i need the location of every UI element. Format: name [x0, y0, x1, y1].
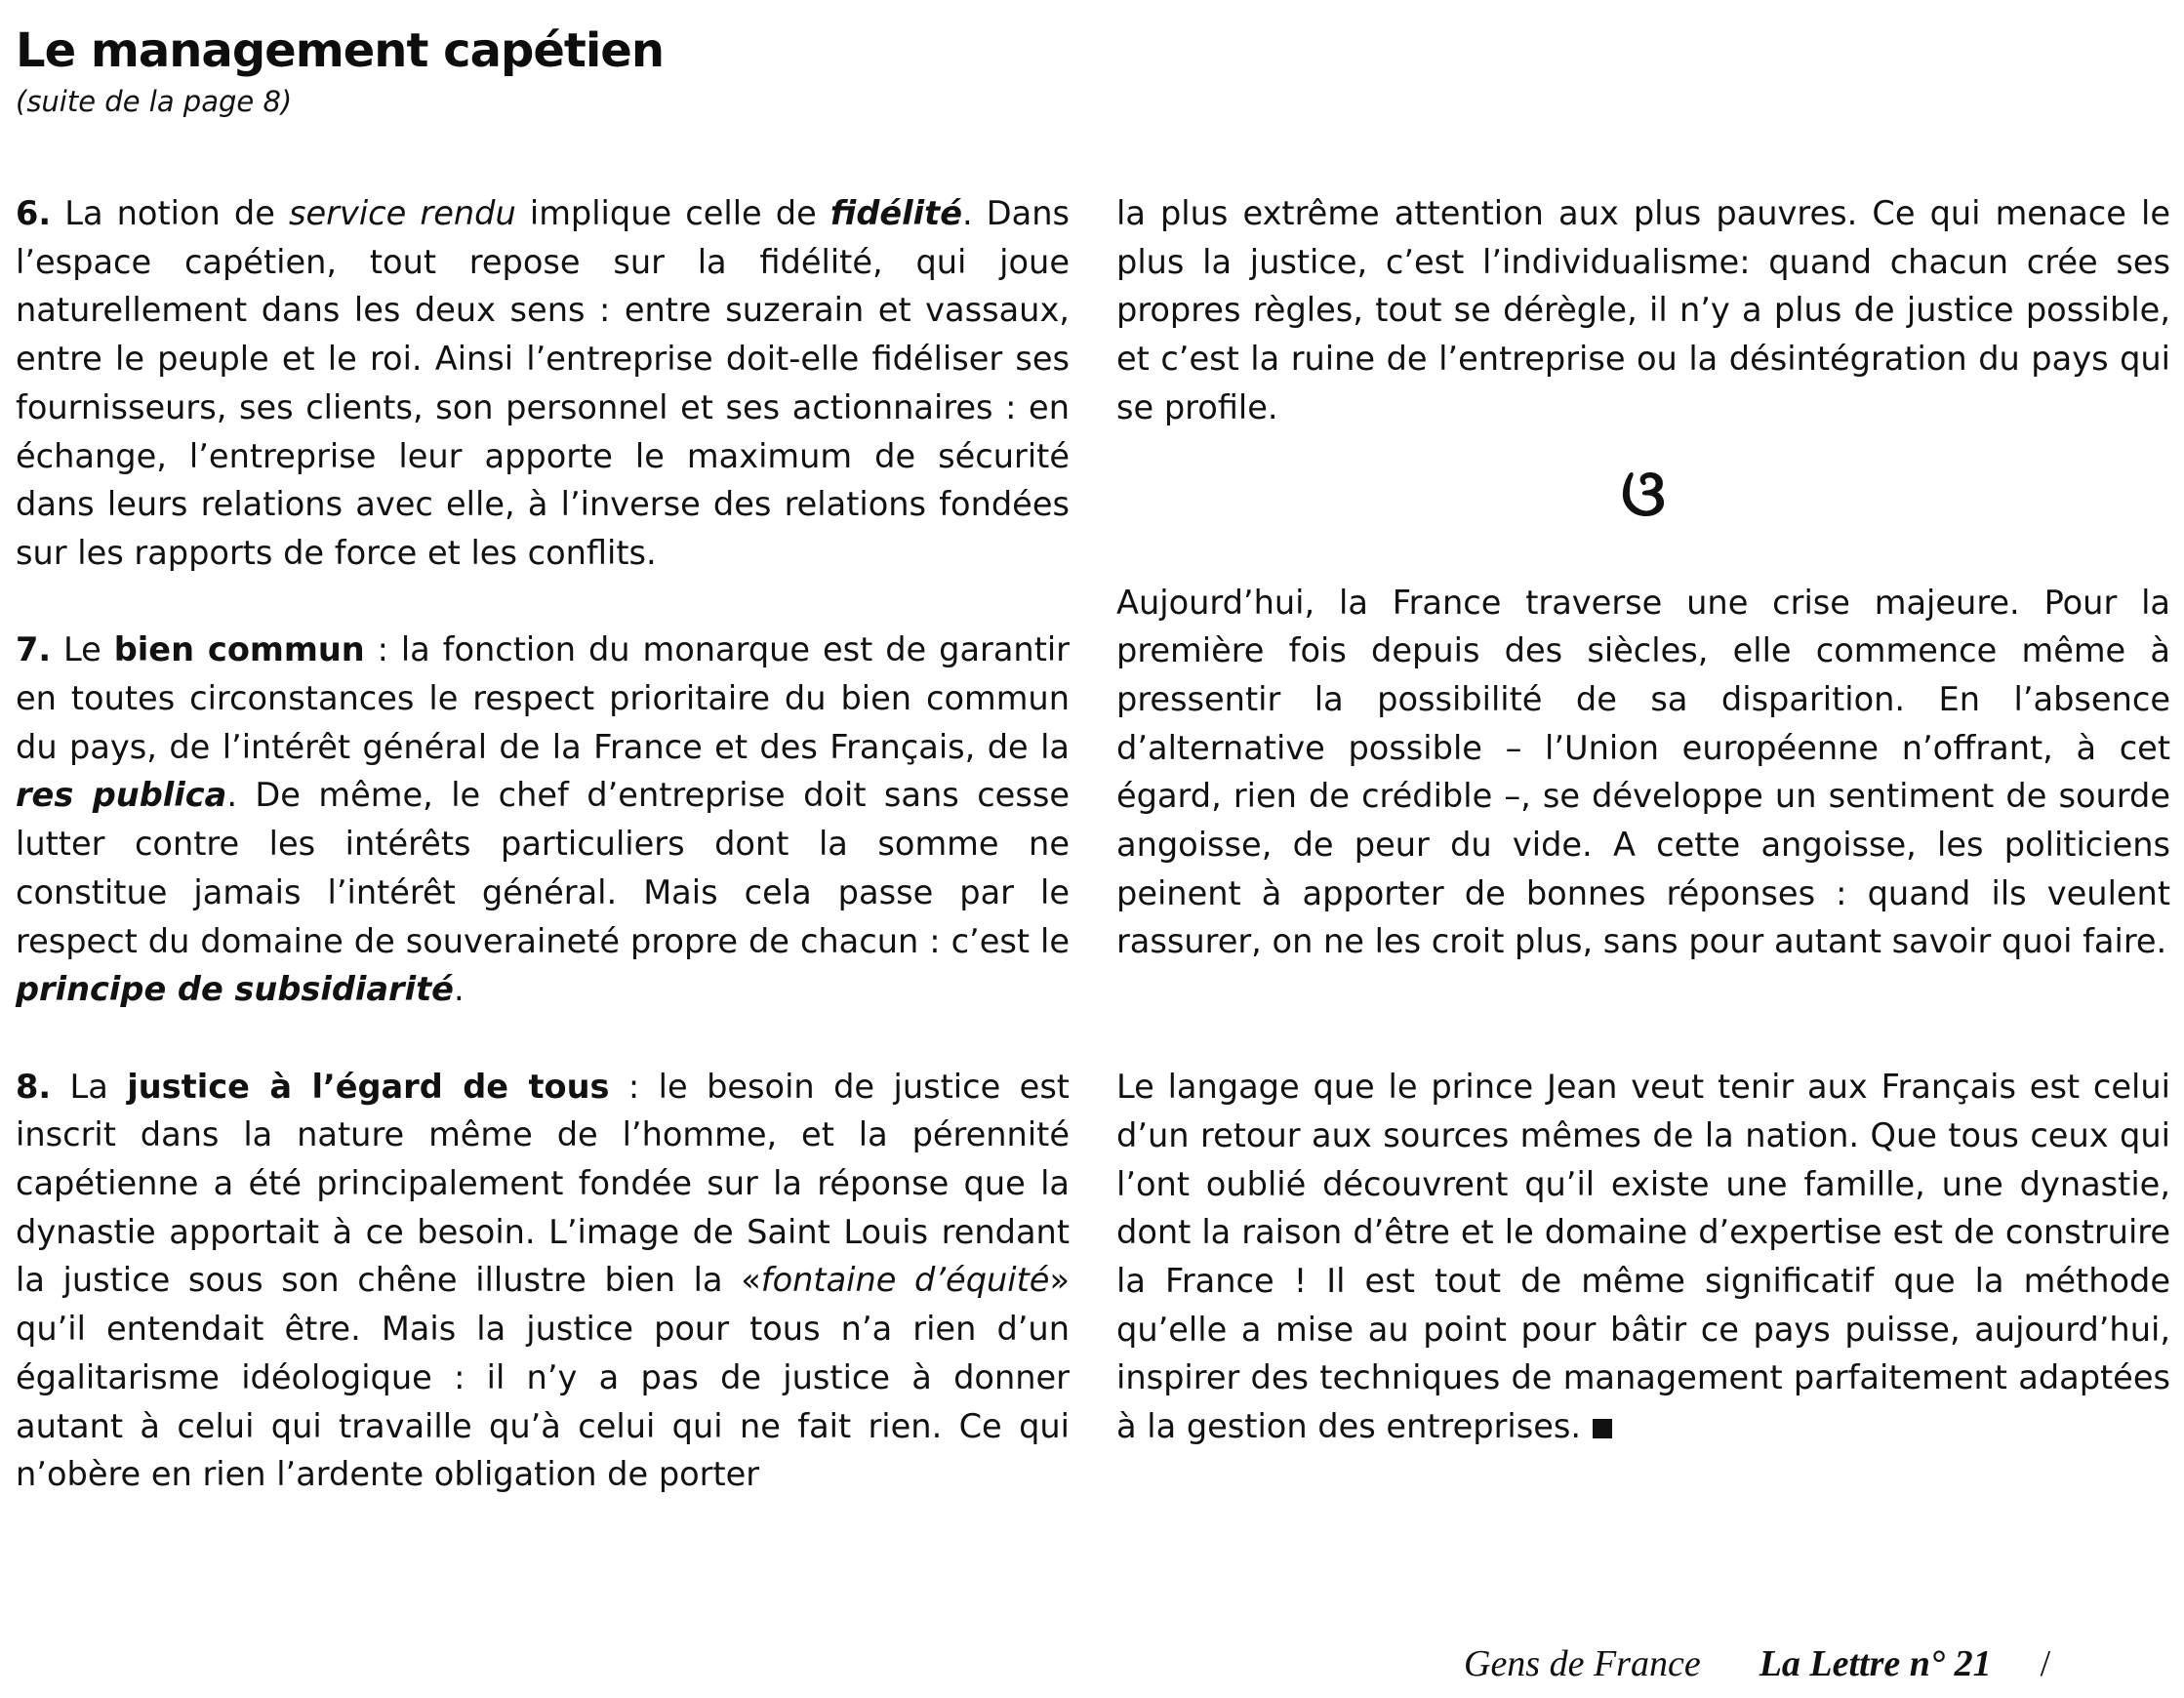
key-term: principe de subsidiarité: [16, 970, 454, 1009]
text-run: La notion de: [51, 194, 289, 232]
paragraph-number: 7.: [16, 630, 52, 669]
paragraph-continued: la plus extrême attention aux plus pauvres. Ce qui menace le plus la justice, c’est l’individualisme: quand chacun crée ses propres règles, tout se dérègle, il n’y a plus de justice possible, et c’est la ruine de l’entreprise ou la désintégration du pays qui se profile.: [1116, 194, 2170, 426]
paragraph-number: 8.: [16, 1067, 52, 1106]
text-run: .: [453, 970, 465, 1009]
text-run: » qu’il entendait être. Mais la justice pour tous n’a rien d’un égalitarisme idéologique : il n’y a pas de justice à donner autant à celui qui travaille qu’à celui qui ne fait rien. Ce qui n’obère en rien l’ardente obligation de porter: [16, 1261, 1070, 1494]
paragraph-gap: [16, 578, 1070, 627]
paragraph-gap: [1116, 966, 2170, 1063]
publication-name: Gens de France: [1464, 1643, 1701, 1684]
paragraph-conclusion: [1116, 1063, 2170, 1451]
end-mark-icon: [1593, 1419, 1612, 1438]
page-footer: [1464, 1641, 2050, 1686]
text-run: Le langage que le prince Jean veut tenir aux Français est celui d’un retour aux sources mêmes de la nation. Que tous ceux qui l’ont oublié découvrent qu’il existe une famille, une dynastie, dont la raison d’être et le domaine d’expertise est de construire la France ! Il est tout de même significatif que la méthode qu’elle a mise au point pour bâtir ce pays puisse, aujourd’hui, inspirer des techniques de management parfaitement adaptées à la gestion des entreprises.: [1116, 1068, 2170, 1446]
text-run: implique celle de: [515, 194, 830, 232]
text-run: : le besoin de justice est inscrit dans la nature même de l’homme, et la pérennité capétienne a été principalement fondée sur la réponse que la dynastie apportait à ce besoin. L’image de Saint Louis rendant la justice sous son chêne illustre bien la «: [16, 1067, 1070, 1300]
page-separator: /: [2040, 1643, 2051, 1684]
text-run: . Dans l’espace capétien, tout repose sur la fidélité, qui joue naturellement dans les deux sens : entre suzerain et vassaux, entre le peuple et le roi. Ainsi l’entreprise doit-elle fidéliser ses fournisseurs, ses clients, son personnel et ses actionnaires : en échange, l’entreprise leur apporte le maximum de sécurité dans leurs relations avec elle, à l’inverse des relations fondées sur les rapports de force et les conflits.: [16, 194, 1070, 572]
issue-label: La Lettre n° 21: [1759, 1643, 1992, 1684]
paragraph-number: 6.: [16, 194, 52, 232]
paragraph-7: [16, 626, 1070, 1014]
key-term: res publica: [16, 776, 227, 815]
italic-term: fontaine d’équité: [760, 1261, 1050, 1300]
paragraph-gap: [16, 1014, 1070, 1063]
right-column: [1116, 189, 2170, 1451]
paragraph-crisis: Aujourd’hui, la France traverse une crise majeure. Pour la première fois depuis des siècles, elle commence même à pressentir la possibilité de sa disparition. En l’absence d’alternative possible – l’Union européenne n’offrant, à cet égard, rien de crédible –, se développe un sentiment de sourde angoisse, de peur du vide. A cette angoisse, les politiciens peinent à apporter de bonnes réponses : quand ils veulent rassurer, on ne les croit plus, sans pour autant savoir quoi faire.: [1116, 583, 2170, 961]
text-run: . De même, le chef d’entreprise doit sans cesse lutter contre les intérêts particuliers dont la somme ne constitue jamais l’intérêt général. Mais cela passe par le respect du domaine de souveraineté propre de chacun : c’est le: [16, 776, 1070, 960]
paragraph-8: [16, 1063, 1070, 1499]
text-run: Le: [51, 630, 114, 669]
left-column: [16, 189, 1070, 1499]
page-title: Le management capétien: [16, 23, 665, 78]
continuation-note: (suite de la page 8): [16, 85, 293, 118]
text-run: : la fonction du monarque est de garantir en toutes circonstances le respect prioritaire du bien commun du pays, de l’intérêt général de la France et des Français, de la: [16, 630, 1070, 766]
key-term: bien commun: [113, 630, 365, 669]
text-run: La: [51, 1067, 128, 1106]
key-term: fidélité: [829, 194, 962, 232]
key-term: justice à l’égard de tous: [127, 1067, 610, 1106]
italic-term: service rendu: [289, 194, 516, 232]
ornament-icon: ଓ: [1621, 454, 1666, 531]
paragraph-6: [16, 189, 1070, 578]
